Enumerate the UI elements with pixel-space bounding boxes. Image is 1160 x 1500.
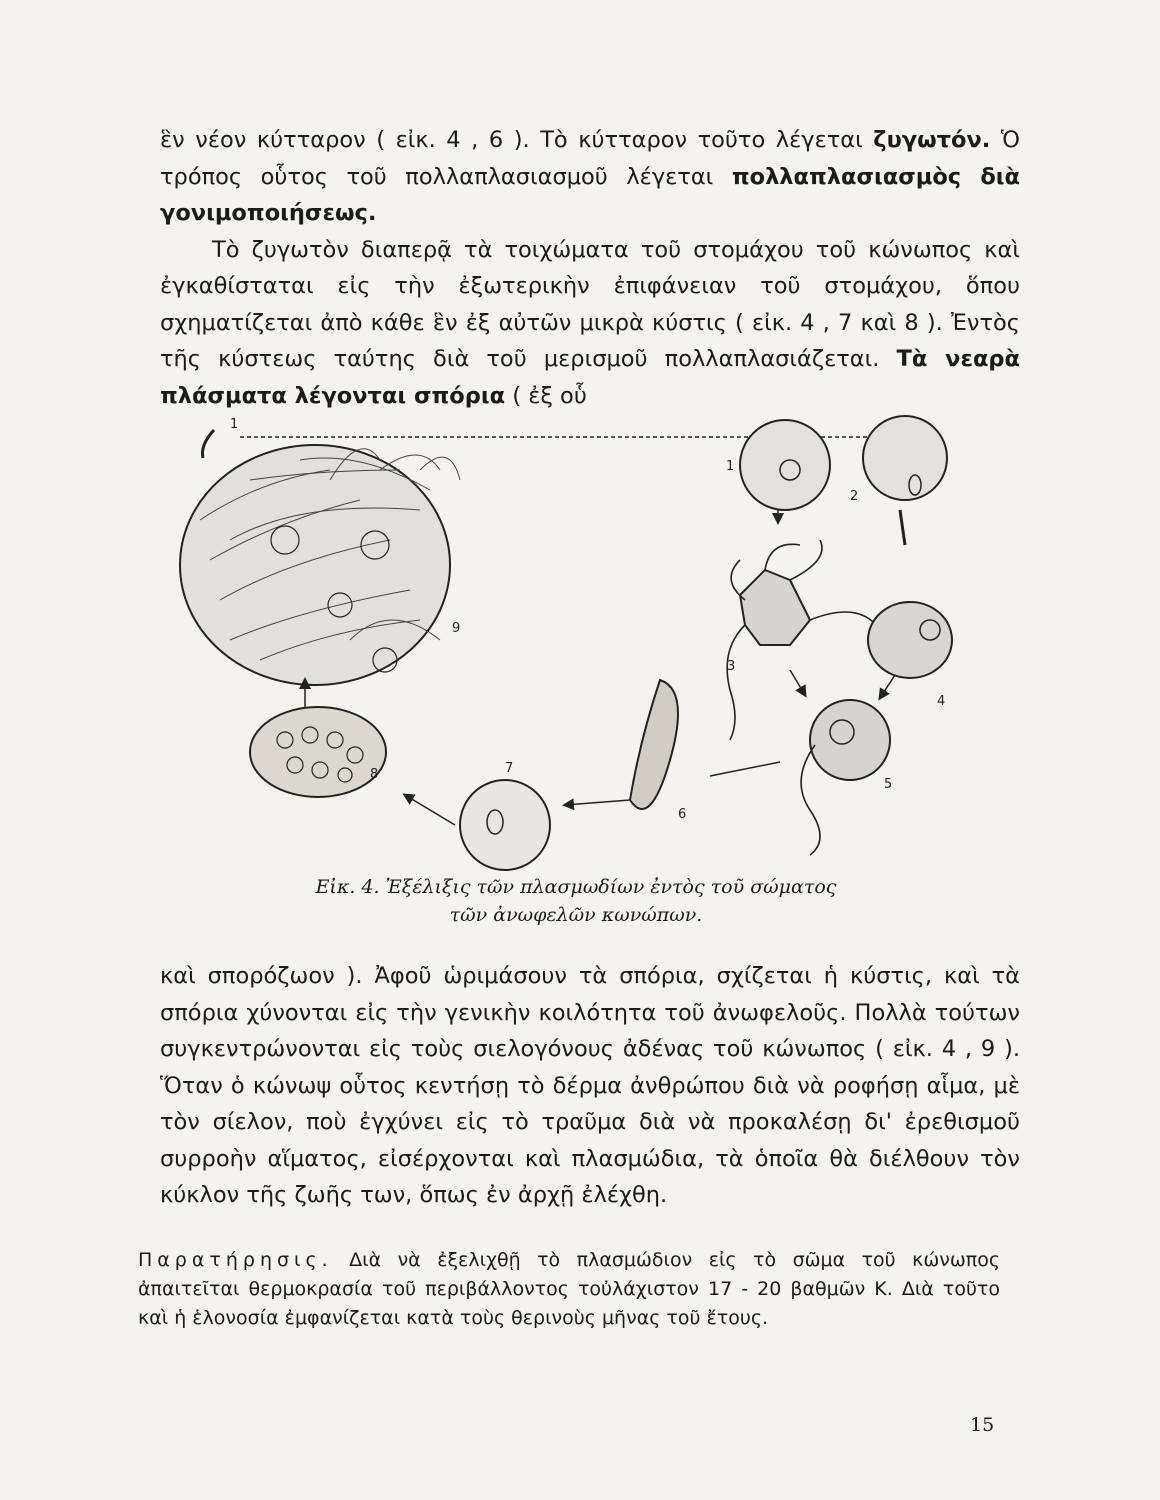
arrow [710,762,780,776]
figure-label-7: 7 [505,761,514,776]
macrogamete-shape [868,602,952,678]
microgametocyte-shape [740,420,830,510]
text-run: Τὸ ζυγωτὸν διαπερᾷ τὰ τοιχώματα τοῦ στομάχου τοῦ κώνωπος καὶ ἐγκαθίσταται εἰς τὴν ἐξωτερικὴν ἐπιφάνειαν τοῦ στομάχου, ὅπου σχηματίζεται ἀπὸ κάθε ἓν ἐξ αὐτῶν μικρὰ κύστις ( εἰκ. 4 , 7 καὶ 8 ). Ἐντὸς τῆς κύστεως ταύτης διὰ τοῦ μερισμοῦ πολλαπλασιάζεται. [160,236,1020,372]
note [138,1246,1000,1333]
arrow [565,800,630,805]
ookinete-shape [630,680,678,809]
text-run: ἓν νέον κύτταρον ( εἰκ. 4 , 6 ). Τὸ κύτταρον τοῦτο λέγεται [160,127,874,153]
arrow [880,675,895,698]
paragraph-text: καὶ σπορόζωον ). Ἀφοῦ ὡριμάσουν τὰ σπόρια, σχίζεται ἡ κύστις, καὶ τὰ σπόρια χύνονται εἰς τὴν γενικὴν κοιλότητα τοῦ ἀνωφελοῦς. Πολλὰ τούτων συγκεντρώνονται εἰς τοὺς σιελογόνους ἀδένας τοῦ κώνωπος ( εἰκ. 4 , 9 ). Ὅταν ὁ κώνωψ οὗτος κεντήσῃ τὸ δέρμα ἀνθρώπου διὰ νὰ ροφήσῃ αἷμα, μὲ τὸν σίελον, ποὺ ἐγχύνει εἰς τὸ τραῦμα διὰ νὰ προκαλέσῃ δι' ἐρεθισμοῦ συρροὴν αἵματος, εἰσέρχονται καὶ πλασμώδια, τὰ ὁποῖα θὰ διέλθουν τὸν κύκλον τῆς ζωῆς των, ὅπως ἐν ἀρχῇ ἐλέχθη. [160,963,1020,1208]
caption-line-1: Εἰκ. 4. Ἐξέλιξις τῶν πλασμωδίων ἐντὸς τοῦ σώματος [315,876,837,898]
arrow [790,670,805,695]
bold-run: Τὰ νεαρὰ πλάσματα λέγονται [160,346,1020,409]
note-text: Διὰ νὰ ἐξελιχθῇ τὸ πλασμώδιον εἰς τὸ σῶμα τοῦ κώνωπος ἀπαιτεῖται θερμοκρασία τοῦ περιβάλλοντος τοὐλάχιστον 17 - 20 βαθμῶν Κ. Διὰ τοῦτο καὶ ἡ ἑλονοσία ἐμφανίζεται κατὰ τοὺς θερινοὺς μῆνας τοῦ ἔτους. [138,1249,1000,1329]
cyst-shape [250,707,386,797]
figure-label-8: 8 [370,767,379,782]
salivary-gland-shape [180,445,450,685]
text-run: ( ἐξ οὗ [505,382,587,409]
figure-label-6: 6 [678,807,687,822]
text-run: Ὁ τρόπος οὗτος τοῦ πολλαπλασιασμοῦ λέγεται [160,127,1020,190]
term-sporia: σπόρια [413,382,506,409]
figure-label-1: 1 [230,417,239,432]
note-heading: Παρατήρησις. [138,1249,333,1271]
arrow [405,795,455,825]
figure-label-4: 4 [937,694,946,709]
figure-label-1b: 1 [726,459,735,474]
paragraph-sporozoites [160,958,1020,1214]
page-number: 15 [970,1414,995,1436]
caption-line-2: τῶν ἀνωφελῶν κωνώπων. [449,904,703,926]
figure-label-5: 5 [884,777,893,792]
term-zygote: ζυγωτόν. [873,127,991,153]
figure-label-9: 9 [452,621,461,636]
arrow [900,510,905,545]
oocyst-shape [460,780,550,870]
gametocyte-crescent [202,430,214,458]
macrogametocyte-shape [863,416,947,500]
figure-label-3: 3 [727,659,736,674]
figure-caption [256,873,896,929]
figure-label-2: 2 [850,489,859,504]
term-fertilization: πολλαπλασιασμὸς διὰ γονιμοποιήσεως. [160,163,1020,226]
exflagellation-shape [740,570,810,645]
